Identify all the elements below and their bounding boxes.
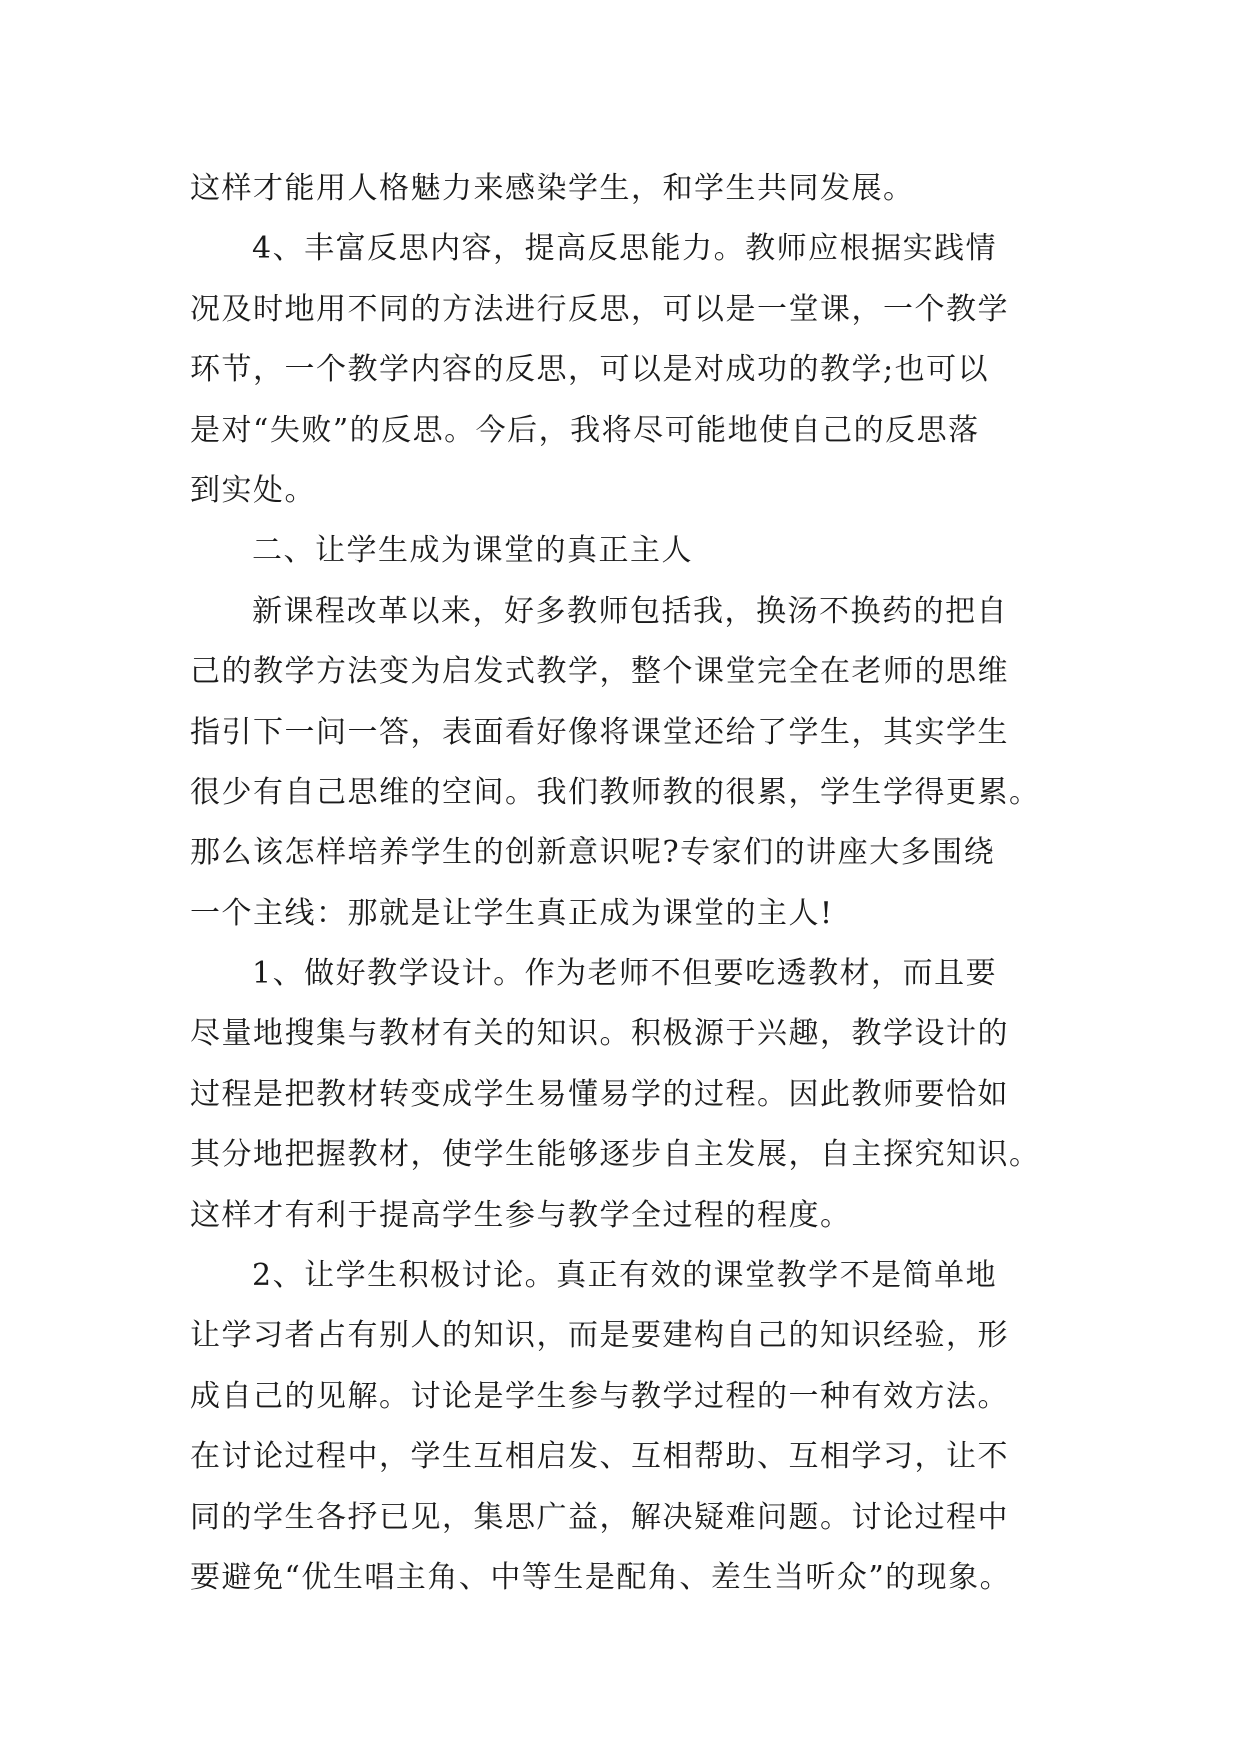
- text-line: 4、丰富反思内容，提高反思能力。教师应根据实践情: [252, 231, 998, 267]
- text-line: 同的学生各抒已见，集思广益，解决疑难问题。讨论过程中: [190, 1499, 1009, 1535]
- text-line: 况及时地用不同的方法进行反思，可以是一堂课，一个教学: [190, 291, 1009, 327]
- document-body: [190, 159, 1050, 1608]
- text-line: 在讨论过程中，学生互相启发、互相帮助、互相学习，让不: [190, 1439, 1009, 1475]
- text-line: 尽量地搜集与教材有关的知识。积极源于兴趣，教学设计的: [190, 1016, 1009, 1052]
- text-line: 那么该怎样培养学生的创新意识呢?专家们的讲座大多围绕: [190, 835, 996, 871]
- text-line: 到实处。: [190, 472, 316, 508]
- text-line: 2、让学生积极讨论。真正有效的课堂教学不是简单地: [252, 1258, 998, 1294]
- text-line: 是对“失败”的反思。今后，我将尽可能地使自己的反思落: [190, 412, 980, 448]
- text-line: 让学习者占有别人的知识，而是要建构自己的知识经验，形: [190, 1318, 1009, 1354]
- text-line: 这样才有利于提高学生参与教学全过程的程度。: [190, 1197, 852, 1233]
- text-line: 1、做好教学设计。作为老师不但要吃透教材，而且要: [252, 956, 998, 992]
- text-line: 己的教学方法变为启发式教学，整个课堂完全在老师的思维: [190, 654, 1009, 690]
- text-line: 要避免“优生唱主角、中等生是配角、差生当听众”的现象。: [190, 1559, 1012, 1595]
- text-line: 其分地把握教材，使学生能够逐步自主发展，自主探究知识。: [190, 1137, 1041, 1173]
- text-line: 一个主线：那就是让学生真正成为课堂的主人!: [190, 895, 834, 931]
- text-line: 这样才能用人格魅力来感染学生，和学生共同发展。: [190, 171, 915, 206]
- section-heading: 二、让学生成为课堂的真正主人: [252, 533, 693, 569]
- text-line: 过程是把教材转变成学生易懂易学的过程。因此教师要恰如: [190, 1076, 1009, 1112]
- text-line: 新课程改革以来，好多教师包括我，换汤不换药的把自: [252, 593, 1008, 629]
- text-line: 成自己的见解。讨论是学生参与教学过程的一种有效方法。: [190, 1378, 1009, 1414]
- text-line: 环节，一个教学内容的反思，可以是对成功的教学;也可以: [190, 352, 990, 388]
- text-line: 指引下一问一答，表面看好像将课堂还给了学生，其实学生: [190, 714, 1009, 750]
- text-line: 很少有自己思维的空间。我们教师教的很累，学生学得更累。: [190, 774, 1041, 810]
